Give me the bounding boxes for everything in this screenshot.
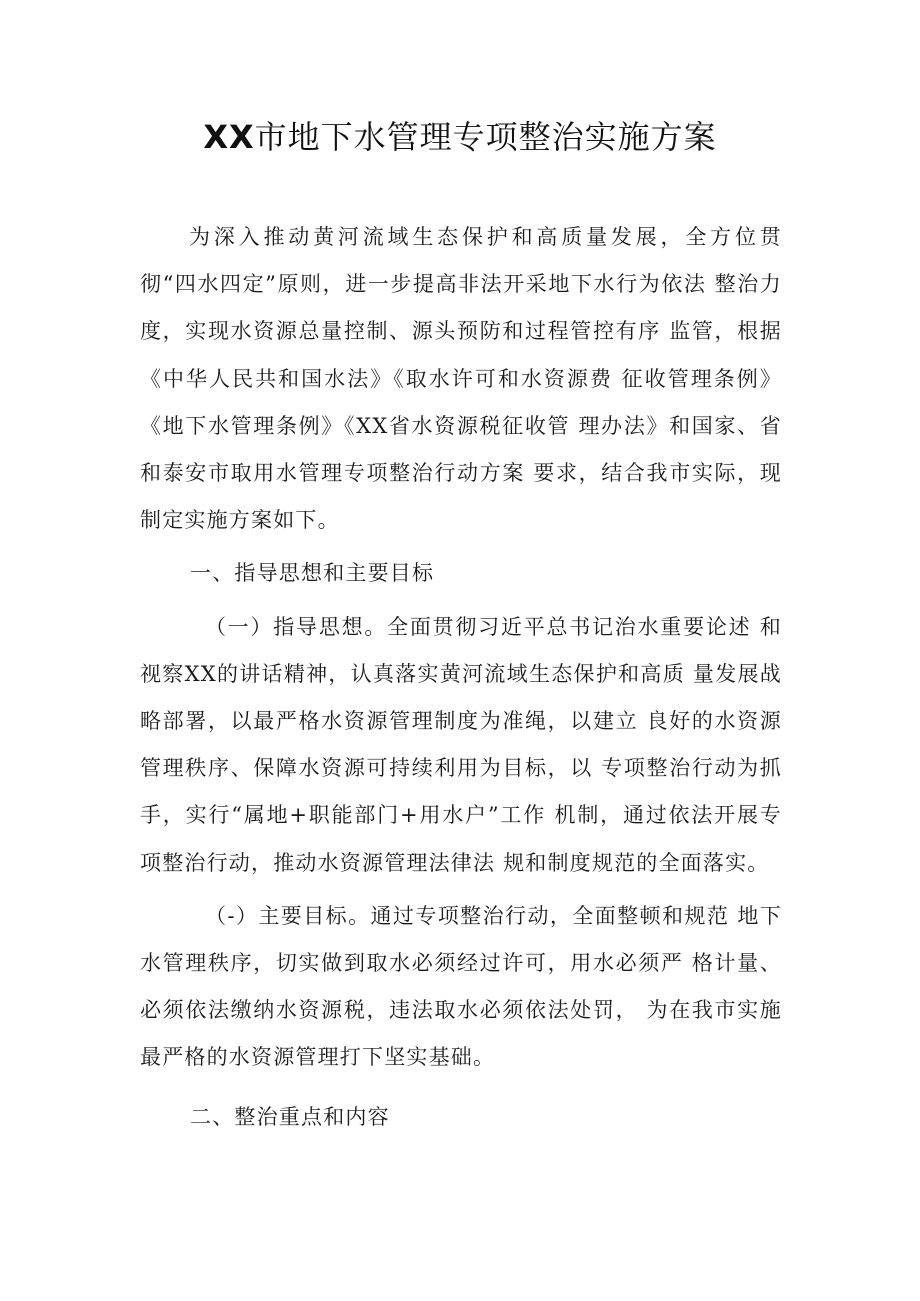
spacer bbox=[140, 1082, 782, 1094]
guiding-thought-paragraph: （一）指导思想。全面贯彻习近平总书记治水重要论述 和视察XX的讲话精神，认真落实黄河流域生态保护和高质 量发展战略部署，以最严格水资源管理制度为准绳，以建立 良好的水资源管理秩序、保障水资源可持续利用为目标，以 专项整治行动为抓手，实行“属地+职能部门+用水户”工作 机制，通过依法开展专项整治行动，推动水资源管理法律法 规和制度规范的全面落实。 bbox=[140, 614, 782, 875]
title-prefix: XX bbox=[203, 118, 255, 156]
section-heading-guiding-thought: 一、指导思想和主要目标 bbox=[190, 561, 435, 586]
intro-paragraph: 为深入推动黄河流域生态保护和高质量发展，全方位贯 彻“四水四定”原则，进一步提高非法开采地下水行为依法 整治力度，实现水资源总量控制、源头预防和过程管控有序 监管，根据《中华人民共和国水法》《取水许可和水资源费 征收管理条例》《地下水管理条例》《XX省水资源税征收管 理办法》和国家、省和泰安市取用水管理专项整治行动方案 要求，结合我市实际，现制定实施方案如下。 bbox=[140, 225, 790, 533]
main-goals-paragraph: （-）主要目标。通过专项整治行动，全面整顿和规范 地下水管理秩序，切实做到取水必须经过许可，用水必须严 格计量、必须依法缴纳水资源税，违法取水必须依法处罚， 为在我市实施最严格的水资源管理打下坚实基础。 bbox=[140, 903, 782, 1070]
document-body bbox=[140, 214, 790, 1141]
document-title bbox=[0, 113, 920, 161]
section-heading-key-points: 二、整治重点和内容 bbox=[190, 1104, 390, 1129]
title-text: 市地下水管理专项整治实施方案 bbox=[254, 118, 717, 156]
